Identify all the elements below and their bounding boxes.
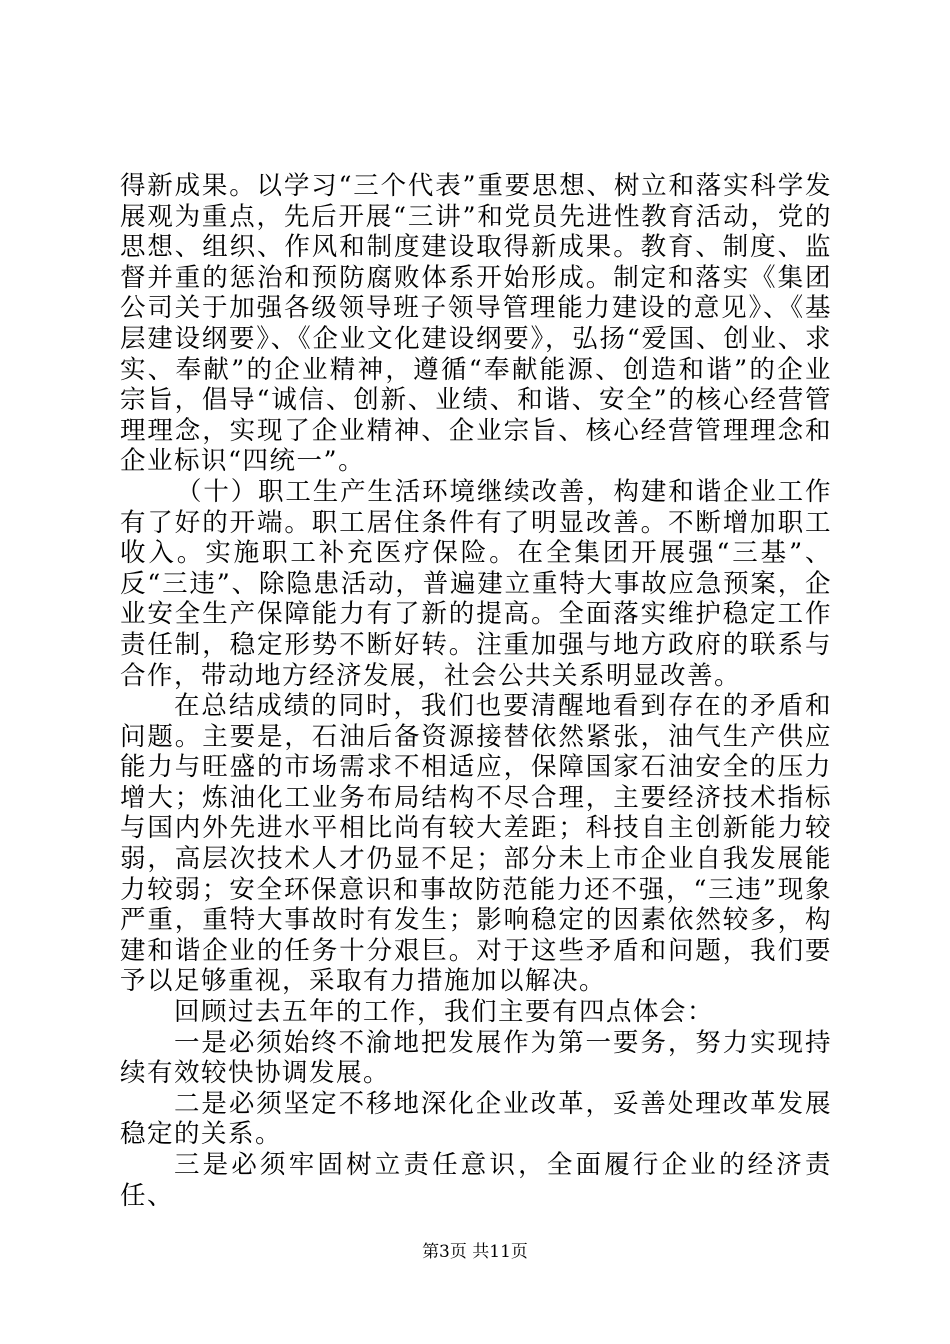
page-number-footer: 第3页 共11页 <box>422 1242 528 1262</box>
document-body <box>120 171 832 1211</box>
paragraph-party-building: 得新成果。以学习“三个代表”重要思想、树立和落实科学发展观为重点，先后开展“三讲”和党员先进性教育活动，党的思想、组织、作风和制度建设取得新成果。教育、制度、监督并重的惩治和预防腐败体系开始形成。制定和落实《集团公司关于加强各级领导班子领导管理能力建设的意见》、《基层建设纲要》、《企业文化建设纲要》，弘扬“爱国、创业、求实、奉献”的企业精神，遵循“奉献能源、创造和谐”的企业宗旨，倡导“诚信、创新、业绩、和谐、安全”的核心经营管理理念，实现了企业精神、企业宗旨、核心经营管理理念和企业标识“四统一”。 <box>120 171 832 477</box>
paragraph-review-intro: 回顾过去五年的工作，我们主要有四点体会： <box>174 997 715 1028</box>
paragraph-problems: 在总结成绩的同时，我们也要清醒地看到存在的矛盾和问题。主要是，石油后备资源接替依然紧张，油气生产供应能力与旺盛的市场需求不相适应，保障国家石油安全的压力增大；炼油化工业务布局结构不尽合理，主要经济技术指标与国内外先进水平相比尚有较大差距；科技自主创新能力较弱，高层次技术人才仍显不足；部分未上市企业自我发展能力较弱；安全环保意识和事故防范能力还不强，“三违”现象严重，重特大事故时有发生；影响稳定的因素依然较多，构建和谐企业的任务十分艰巨。对于这些矛盾和问题，我们要予以足够重视，采取有力措施加以解决。 <box>120 691 832 997</box>
paragraph-section-ten: （十）职工生产生活环境继续改善，构建和谐企业工作有了好的开端。职工居住条件有了明显改善。不断增加职工收入。实施职工补充医疗保险。在全集团开展强“三基”、反“三违”、除隐患活动，普遍建立重特大事故应急预案，企业安全生产保障能力有了新的提高。全面落实维护稳定工作责任制，稳定形势不断好转。注重加强与地方政府的联系与合作，带动地方经济发展，社会公共关系明显改善。 <box>120 476 832 691</box>
paragraph-point-three: 三是必须牢固树立责任意识，全面履行企业的经济责任、 <box>120 1150 832 1211</box>
paragraph-point-two: 二是必须坚定不移地深化企业改革，妥善处理改革发展稳定的关系。 <box>120 1088 832 1150</box>
paragraph-point-one: 一是必须始终不渝地把发展作为第一要务，努力实现持续有效较快协调发展。 <box>120 1027 832 1089</box>
